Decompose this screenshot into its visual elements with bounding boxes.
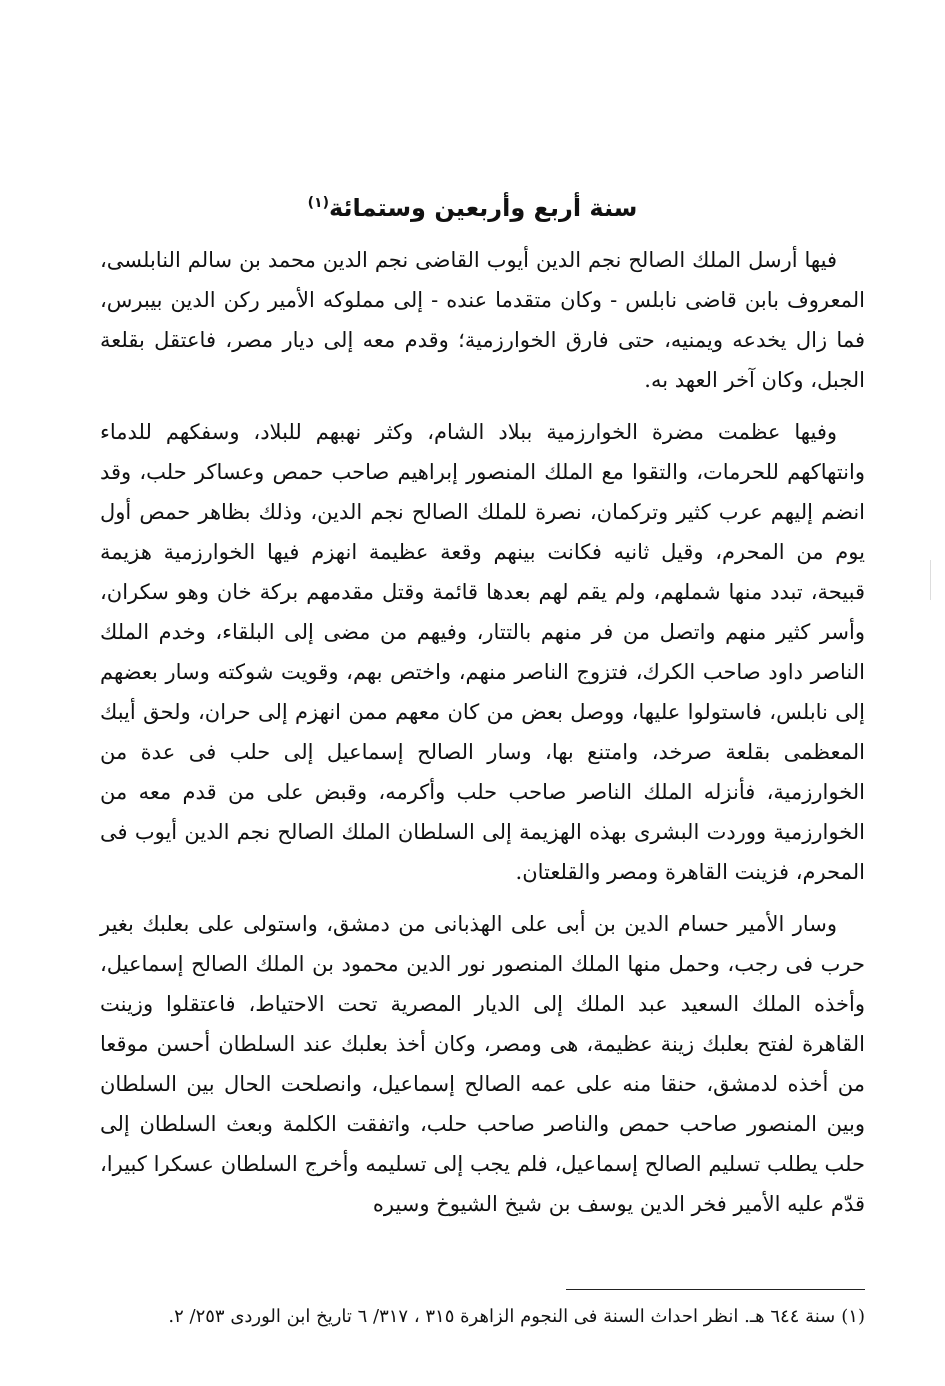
heading-footnote-ref[interactable]: (١)	[307, 195, 329, 211]
paragraph-3: وسار الأمير حسام الدين بن أبى على الهذبانى من دمشق، واستولى على بعلبك بغير حرب فى رجب، وحمل منها الملك المنصور نور الدين محمود بن الملك الصالح إسماعيل، وأخذه الملك السعيد عبد الملك إلى الديار المصرية تحت الاحتياط، فاعتقلوا وزينت القاهرة لفتح بعلبك زينة عظيمة، هى ومصر، وكان أخذ بعلبك عند السلطان أحسن موقعا من أخذه لدمشق، حنقا منه على عمه الصالح إسماعيل، وانصلحت الحال بين السلطان وبين المنصور صاحب حمص والناصر صاحب حلب، واتفقت الكلمة وبعث السلطان إلى حلب يطلب تسليم الصالح إسماعيل، فلم يجب إلى تسليمه وأخرج السلطان عسكرا كبيرا، قدّم عليه الأمير فخر الدين يوسف بن شيخ الشيوخ وسيره	[100, 912, 865, 1216]
footnote-divider	[566, 1289, 865, 1290]
footnote-text: سنة ٦٤٤ هـ. انظر احداث السنة فى النجوم الزاهرة ٣١٥ ، ٣١٧/ ٦ تاريخ ابن الوردى ٢٥٣/ ٢.	[168, 1306, 836, 1327]
heading-title: سنة أربع وأربعين وستمائة	[328, 194, 638, 222]
body-text	[100, 240, 865, 1236]
section-heading	[0, 186, 945, 225]
footnote	[100, 1300, 865, 1334]
page-margin-mark	[930, 560, 931, 600]
paragraph-2: وفيها عظمت مضرة الخوارزمية ببلاد الشام، وكثر نهبهم للبلاد، وسفكهم للدماء وانتهاكهم للحرمات، والتقوا مع الملك المنصور إبراهيم صاحب حمص وعساكر حلب، وقد انضم إليهم عرب كثير وتركمان، نصرة للملك الصالح نجم الدين، وذلك بظاهر حمص أول يوم من المحرم، وقيل ثانيه فكانت بينهم وقعة عظيمة انهزم فيها الخوارزمية هزيمة قبيحة، تبدد منها شملهم، ولم يقم لهم بعدها قائمة وقتل مقدمهم بركة خان وهو سكران، وأسر كثير منهم واتصل من فر منهم بالتتار، وفيهم من مضى إلى البلقاء، وخدم الملك الناصر داود صاحب الكرك، فتزوج الناصر منهم، واختص بهم، وقويت شوكته وسار بعضهم إلى نابلس، فاستولوا عليها، ووصل بعض من كان معهم ممن انهزم إلى حران، ولحق أيبك المعظمى بقلعة صرخد، وامتنع بها، وسار الصالح إسماعيل إلى حلب فى عدة من الخوارزمية، فأنزله الملك الناصر صاحب حلب وأكرمه، وقبض على من قدم معه من الخوارزمية ووردت البشرى بهذه الهزيمة إلى السلطان الملك الصالح نجم الدين أيوب فى المحرم، فزينت القاهرة ومصر والقلعتان.	[100, 420, 865, 884]
footnote-marker: (١)	[841, 1306, 865, 1327]
paragraph-1: فيها أرسل الملك الصالح نجم الدين أيوب القاضى نجم الدين محمد بن سالم النابلسى، المعروف بابن قاضى نابلس - وكان متقدما عنده - إلى مملوكه الأمير ركن الدين بيبرس، فما زال يخدعه ويمنيه، حتى فارق الخوارزمية؛ وقدم معه إلى ديار مصر، فاعتقل بقلعة الجبل، وكان آخر العهد به.	[100, 248, 865, 392]
